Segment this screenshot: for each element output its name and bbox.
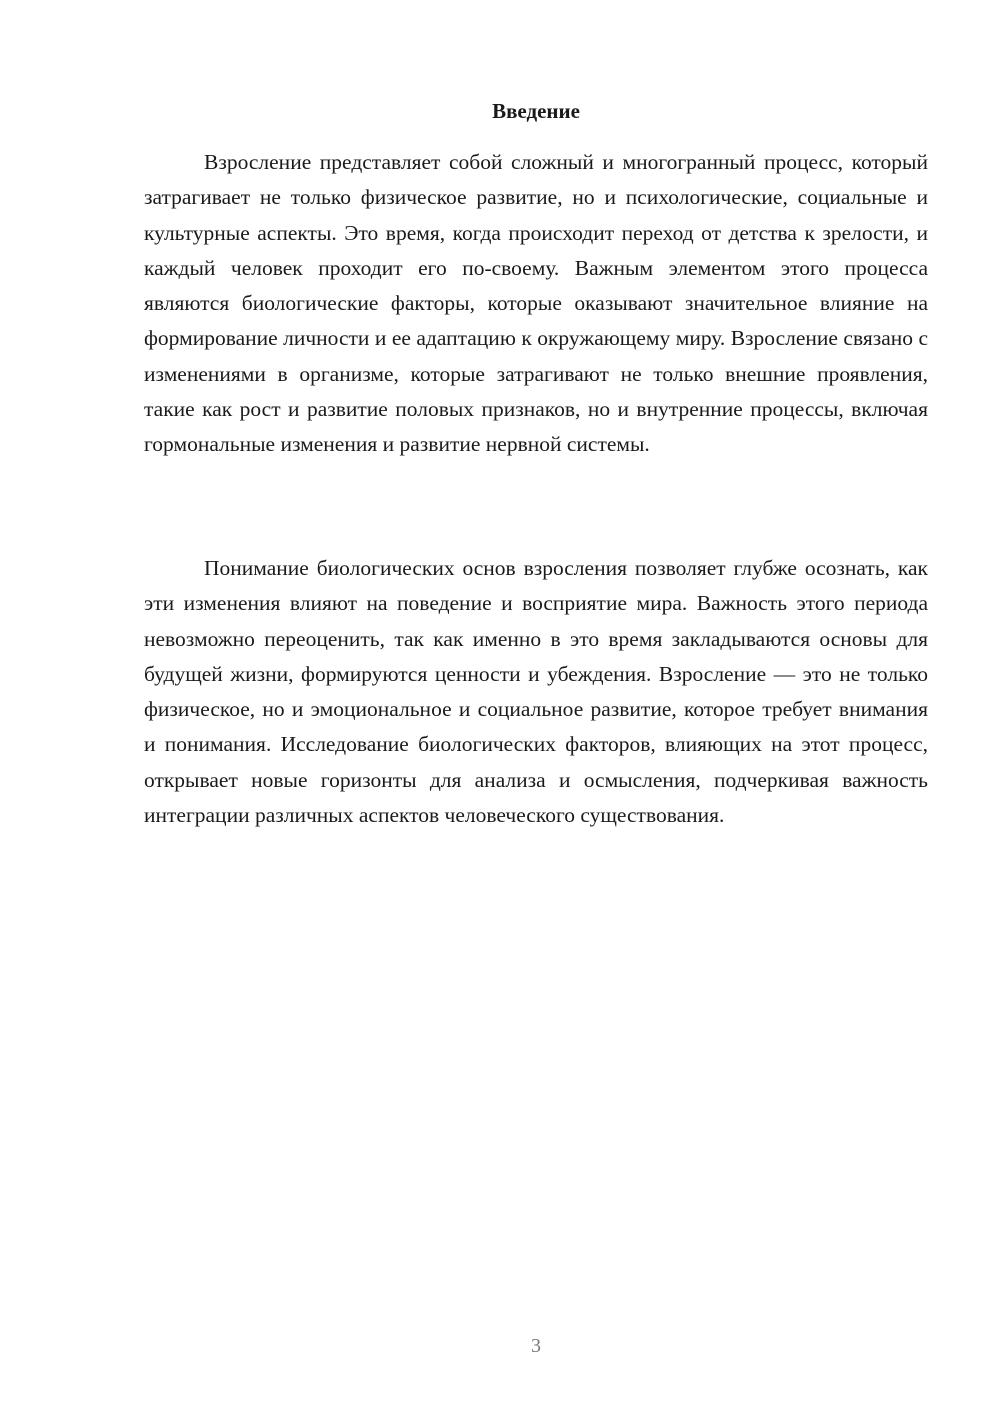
paragraph-1: Взросление представляет собой сложный и многогранный процесс, который затрагивает не только физическое развитие, но и психологические, социальные и культурные аспекты. Это время, когда происходит переход от детства к зрелости, и каждый человек проходит его по-своему. Важным элементом этого процесса являются биологические факторы, которые оказывают значительное влияние на формирование личности и ее адаптацию к окружающему миру. Взросление связано с изменениями в организме, которые затрагивают не только внешние проявления, такие как рост и развитие половых признаков, но и внутренние процессы, включая гормональные изменения и развитие нервной системы. [144, 150, 928, 457]
paragraph-2: Понимание биологических основ взросления позволяет глубже осознать, как эти изменения влияют на поведение и восприятие мира. Важность этого периода невозможно переоценить, так как именно в это время закладываются основы для будущей жизни, формируются ценности и убеждения. Взросление — это не только физическое, но и эмоциональное и социальное развитие, которое требует внимания и понимания. Исследование биологических факторов, влияющих на этот процесс, открывает новые горизонты для анализа и осмысления, подчеркивая важность интеграции различных аспектов человеческого существования. [144, 556, 928, 828]
page-number: 3 [531, 1335, 541, 1357]
section-heading: Введение [492, 99, 580, 123]
